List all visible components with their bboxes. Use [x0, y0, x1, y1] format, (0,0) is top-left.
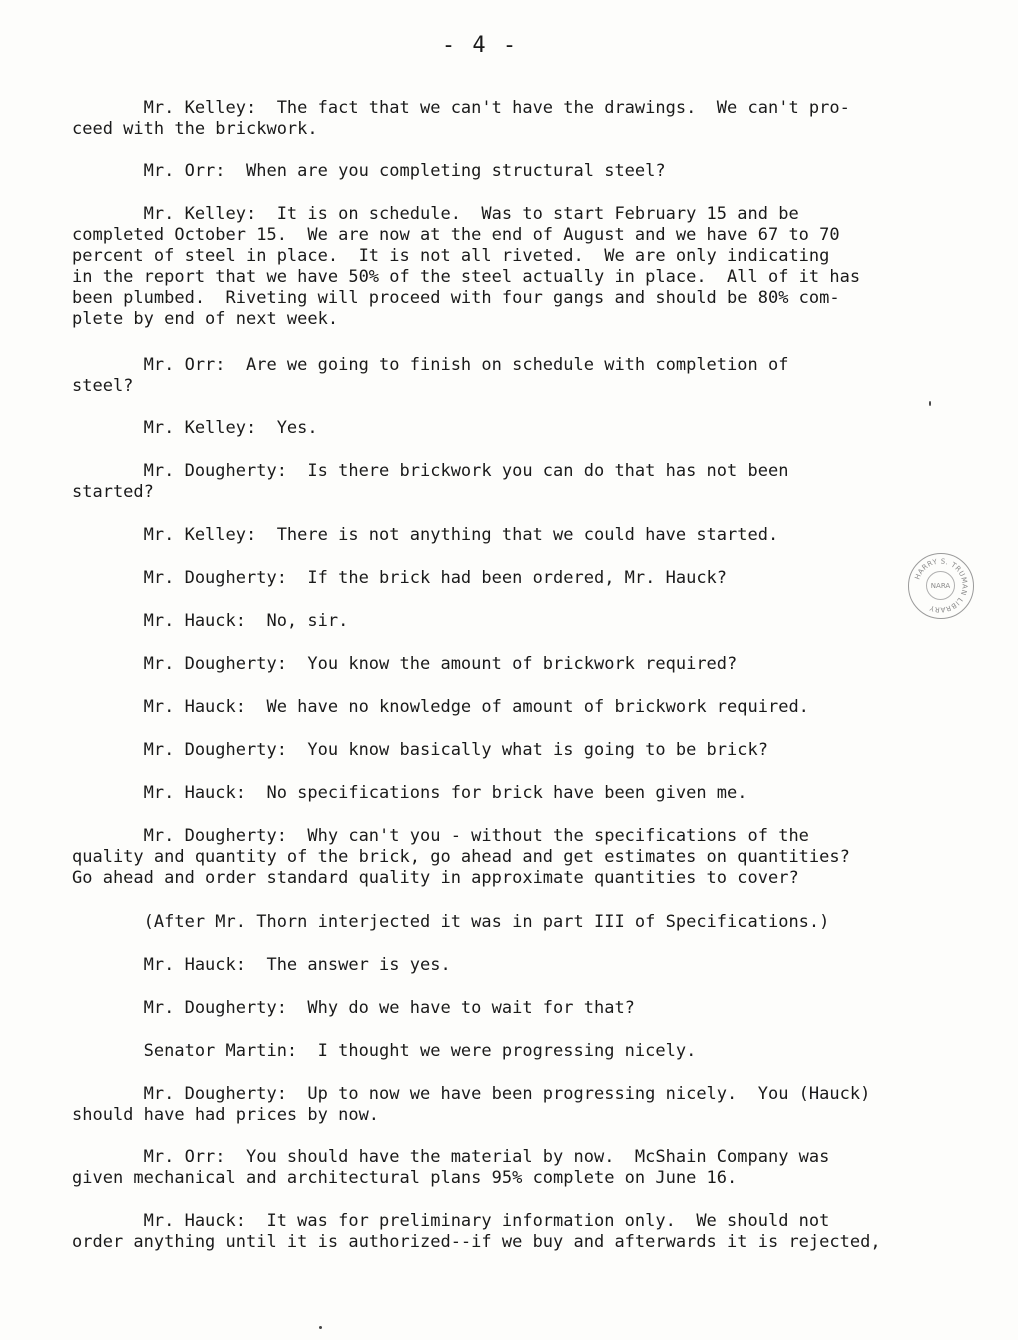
transcript-line: Mr. Kelley: It is on schedule. Was to start February 15 and be [72, 204, 799, 224]
transcript-line: Go ahead and order standard quality in approximate quantities to cover? [72, 868, 799, 888]
transcript-line: started? [72, 482, 154, 502]
transcript-line: Mr. Dougherty: You know basically what is going to be brick? [72, 740, 768, 760]
transcript-line: Mr. Dougherty: Why do we have to wait for that? [72, 998, 635, 1018]
transcript-line: plete by end of next week. [72, 309, 339, 329]
transcript-line: percent of steel in place. It is not all riveted. We are only indicating [72, 246, 830, 266]
transcript-line: Mr. Hauck: The answer is yes. [72, 955, 451, 975]
transcript-line: (After Mr. Thorn interjected it was in part III of Specifications.) [72, 912, 830, 932]
transcript-line: Mr. Dougherty: If the brick had been ordered, Mr. Hauck? [72, 568, 728, 588]
transcript-paragraph [72, 826, 922, 889]
library-stamp-icon [908, 553, 974, 619]
transcript-paragraph [72, 955, 922, 976]
transcript-paragraph [72, 697, 922, 718]
transcript-paragraph [72, 98, 922, 140]
transcript-paragraph [72, 461, 922, 503]
transcript-paragraph [72, 1211, 922, 1253]
transcript-line: in the report that we have 50% of the steel actually in place. All of it has [72, 267, 861, 287]
transcript-paragraph [72, 204, 922, 330]
transcript-paragraph [72, 525, 922, 546]
transcript-line: completed October 15. We are now at the end of August and we have 67 to 70 [72, 225, 840, 245]
transcript-paragraph [72, 1084, 922, 1126]
stamp-seal-graphic [909, 554, 972, 617]
transcript-paragraph [72, 654, 922, 675]
transcript-line: Mr. Kelley: There is not anything that we could have started. [72, 525, 779, 545]
transcript-line: been plumbed. Riveting will proceed with four gangs and should be 80% com- [72, 288, 840, 308]
transcript-line: quality and quantity of the brick, go ahead and get estimates on quantities? [72, 847, 850, 867]
transcript-paragraph [72, 611, 922, 632]
transcript-paragraph [72, 355, 922, 397]
transcript-line: Mr. Hauck: It was for preliminary information only. We should not [72, 1211, 830, 1231]
stamp-center-text: NARA [930, 582, 951, 590]
transcript-paragraph [72, 1147, 922, 1189]
transcript-paragraph [72, 783, 922, 804]
transcript-line: steel? [72, 376, 134, 396]
scan-speck [929, 401, 931, 406]
transcript-line: Mr. Dougherty: Is there brickwork you can do that has not been [72, 461, 789, 481]
transcript-line: Mr. Hauck: No specifications for brick have been given me. [72, 783, 748, 803]
transcript-line: Mr. Orr: You should have the material by now. McShain Company was [72, 1147, 830, 1167]
scan-speck [319, 1326, 322, 1329]
transcript-line: Mr. Kelley: The fact that we can't have the drawings. We can't pro- [72, 98, 850, 118]
transcript-line: Mr. Hauck: We have no knowledge of amount of brickwork required. [72, 697, 809, 717]
transcript-line: Mr. Kelley: Yes. [72, 418, 318, 438]
transcript-line: Mr. Orr: When are you completing structural steel? [72, 161, 666, 181]
transcript-paragraph [72, 912, 922, 933]
transcript-paragraph [72, 998, 922, 1019]
transcript-line: should have had prices by now. [72, 1105, 380, 1125]
transcript-line: ceed with the brickwork. [72, 119, 318, 139]
transcript-line: Mr. Orr: Are we going to finish on schedule with completion of [72, 355, 789, 375]
page-number: - 4 - [441, 33, 519, 58]
transcript-line: Mr. Dougherty: Why can't you - without the specifications of the [72, 826, 809, 846]
transcript-line: given mechanical and architectural plans 95% complete on June 16. [72, 1168, 738, 1188]
transcript-paragraph [72, 161, 922, 182]
transcript-line: Mr. Hauck: No, sir. [72, 611, 349, 631]
transcript-line: Mr. Dougherty: Up to now we have been progressing nicely. You (Hauck) [72, 1084, 871, 1104]
transcript-paragraph [72, 418, 922, 439]
transcript-line: Senator Martin: I thought we were progressing nicely. [72, 1041, 697, 1061]
transcript-paragraph [72, 740, 922, 761]
transcript-line: Mr. Dougherty: You know the amount of brickwork required? [72, 654, 738, 674]
transcript-line: order anything until it is authorized--if we buy and afterwards it is rejected, [72, 1232, 881, 1252]
transcript-paragraph [72, 1041, 922, 1062]
transcript-paragraph [72, 568, 922, 589]
stamp-ring-text: HARRY S. TRUMAN LIBRARY [913, 557, 969, 614]
